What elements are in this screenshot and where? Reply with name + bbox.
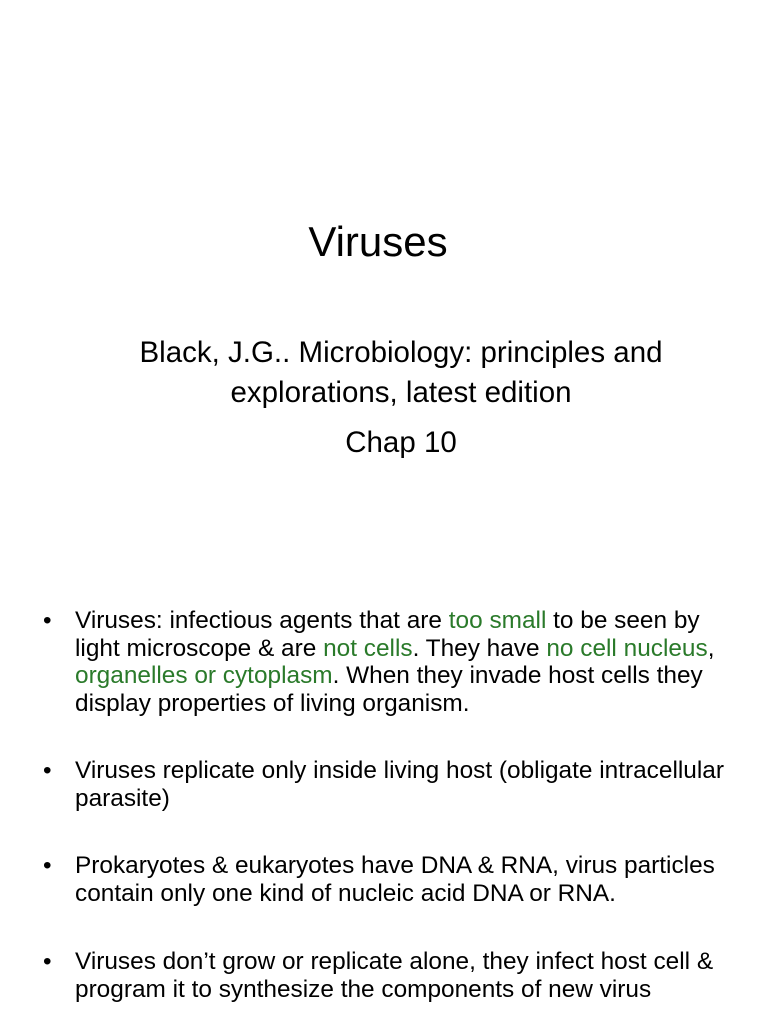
bullet-item-nucleic-acid [43, 852, 733, 907]
slide-title: Viruses [308, 218, 448, 265]
slide-subtitle [100, 333, 702, 463]
bullet-text: . When they invade host cells they display properties of living organism. [75, 662, 703, 717]
bullet-text: Viruses don’t grow or replicate alone, they infect host cell & program it to synthesize the components of new virus [75, 948, 714, 1003]
bullet-text: . They have [412, 634, 547, 662]
bullet-item-definition [43, 607, 733, 717]
bullet-item-replication [43, 757, 733, 812]
bullet-list [43, 607, 733, 1003]
bullet-marker: • [43, 852, 52, 879]
bullet-marker: • [43, 757, 52, 784]
chapter-label: Chap 10 [345, 426, 457, 459]
bullet-marker: • [43, 607, 52, 634]
highlight-text: not cells [323, 634, 413, 662]
bullet-marker: • [43, 948, 52, 975]
bullet-text: Viruses replicate only inside living host (obligate intracellular parasite) [75, 757, 724, 812]
bullet-text: to be seen by light microscope & are [75, 607, 700, 662]
bullet-text: Prokaryotes & eukaryotes have DNA & RNA, virus particles contain only one kind of nucleic acid DNA or RNA. [75, 852, 715, 907]
content-slide [0, 560, 768, 1024]
bullet-text: Viruses: infectious agents that are [75, 607, 449, 634]
highlight-text: organelles or cytoplasm [75, 662, 333, 689]
book-reference: Black, J.G.. Microbiology: principles and explorations, latest edition [139, 336, 663, 409]
highlight-text: too small [448, 607, 547, 634]
bullet-item-host-infection [43, 948, 733, 1003]
highlight-text: no cell nucleus [546, 634, 708, 662]
bullet-text: , [707, 634, 715, 662]
